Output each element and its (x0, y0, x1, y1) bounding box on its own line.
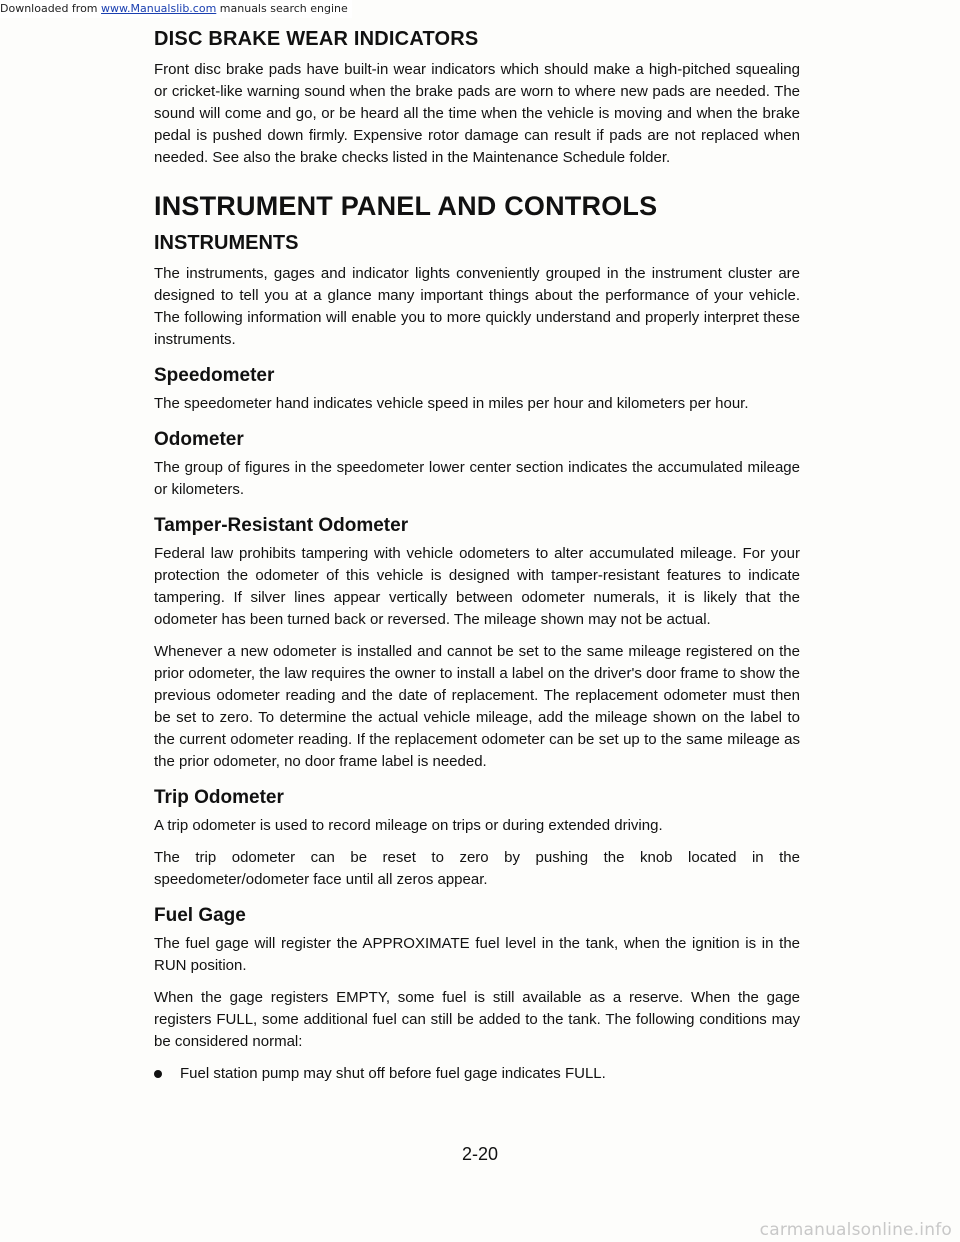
instrument-panel-heading: INSTRUMENT PANEL AND CONTROLS (154, 191, 658, 221)
list-item-text: Fuel station pump may shut off before fuel gage indicates FULL. (180, 1065, 606, 1082)
trip-paragraph-2: The trip odometer can be reset to zero by pushing the knob located in the speedometer/odometer face until all zeros appear. (154, 849, 800, 888)
list-item (154, 1063, 800, 1085)
instruments-paragraph: The instruments, gages and indicator lights conveniently grouped in the instrument cluster are designed to tell you at a glance many important things about the performance of your vehicle. The following information will enable you to more quickly understand and properly interpret these instruments. (154, 265, 800, 348)
download-banner (0, 0, 352, 18)
disc-brake-heading: DISC BRAKE WEAR INDICATORS (154, 28, 479, 50)
instruments-heading: INSTRUMENTS (154, 232, 299, 254)
fuel-gage-heading: Fuel Gage (154, 905, 246, 926)
bullet-icon (154, 1070, 162, 1078)
trip-paragraph-1: A trip odometer is used to record mileage on trips or during extended driving. (154, 817, 663, 834)
odometer-heading: Odometer (154, 429, 244, 450)
tamper-paragraph-1: Federal law prohibits tampering with vehicle odometers to alter accumulated mileage. For your protection the odometer of this vehicle is designed with tamper-resistant features to indicate tampering. If silver lines appear vertically between odometer numerals, it is likely that the odometer has been turned back or reversed. The mileage shown may not be actual. (154, 545, 800, 628)
tamper-odometer-heading: Tamper-Resistant Odometer (154, 515, 409, 536)
speedometer-paragraph: The speedometer hand indicates vehicle speed in miles per hour and kilometers per hour. (154, 395, 749, 412)
fuel-paragraph-1: The fuel gage will register the APPROXIMATE fuel level in the tank, when the ignition is in the RUN position. (154, 935, 800, 974)
banner-prefix: Downloaded from (0, 2, 102, 15)
banner-suffix: manuals search engine (216, 2, 348, 15)
tamper-paragraph-2: Whenever a new odometer is installed and cannot be set to the same mileage registered on the prior odometer, the law requires the owner to install a label on the driver's door frame to show the previous odometer reading and the date of replacement. The replacement odometer must then be set to zero. To determine the actual vehicle mileage, add the mileage shown on the label to the current odometer reading. If the replacement odometer can be set up to the same mileage as the prior odometer, no door frame label is needed. (154, 643, 800, 770)
disc-brake-paragraph: Front disc brake pads have built-in wear indicators which should make a high-pitched squealing or cricket-like warning sound when the brake pads are worn to where new pads are needed. The sound will come and go, or be heard all the time when the vehicle is moving and when the brake pedal is pushed down firmly. Expensive rotor damage can result if pads are not replaced when needed. See also the brake checks listed in the Maintenance Schedule folder. (154, 61, 800, 166)
page-number: 2-20 (461, 1144, 499, 1164)
manualslib-link[interactable]: www.Manualslib.com (101, 2, 217, 15)
odometer-paragraph: The group of figures in the speedometer lower center section indicates the accumulated mileage or kilometers. (154, 459, 800, 498)
watermark: carmanualsonline.info (759, 1220, 952, 1240)
fuel-paragraph-2: When the gage registers EMPTY, some fuel is still available as a reserve. When the gage registers FULL, some additional fuel can still be added to the tank. The following conditions may be considered normal: (154, 989, 800, 1050)
speedometer-heading: Speedometer (154, 365, 275, 386)
page-content (154, 28, 800, 1085)
fuel-conditions-list (154, 1063, 800, 1085)
trip-odometer-heading: Trip Odometer (154, 787, 284, 808)
